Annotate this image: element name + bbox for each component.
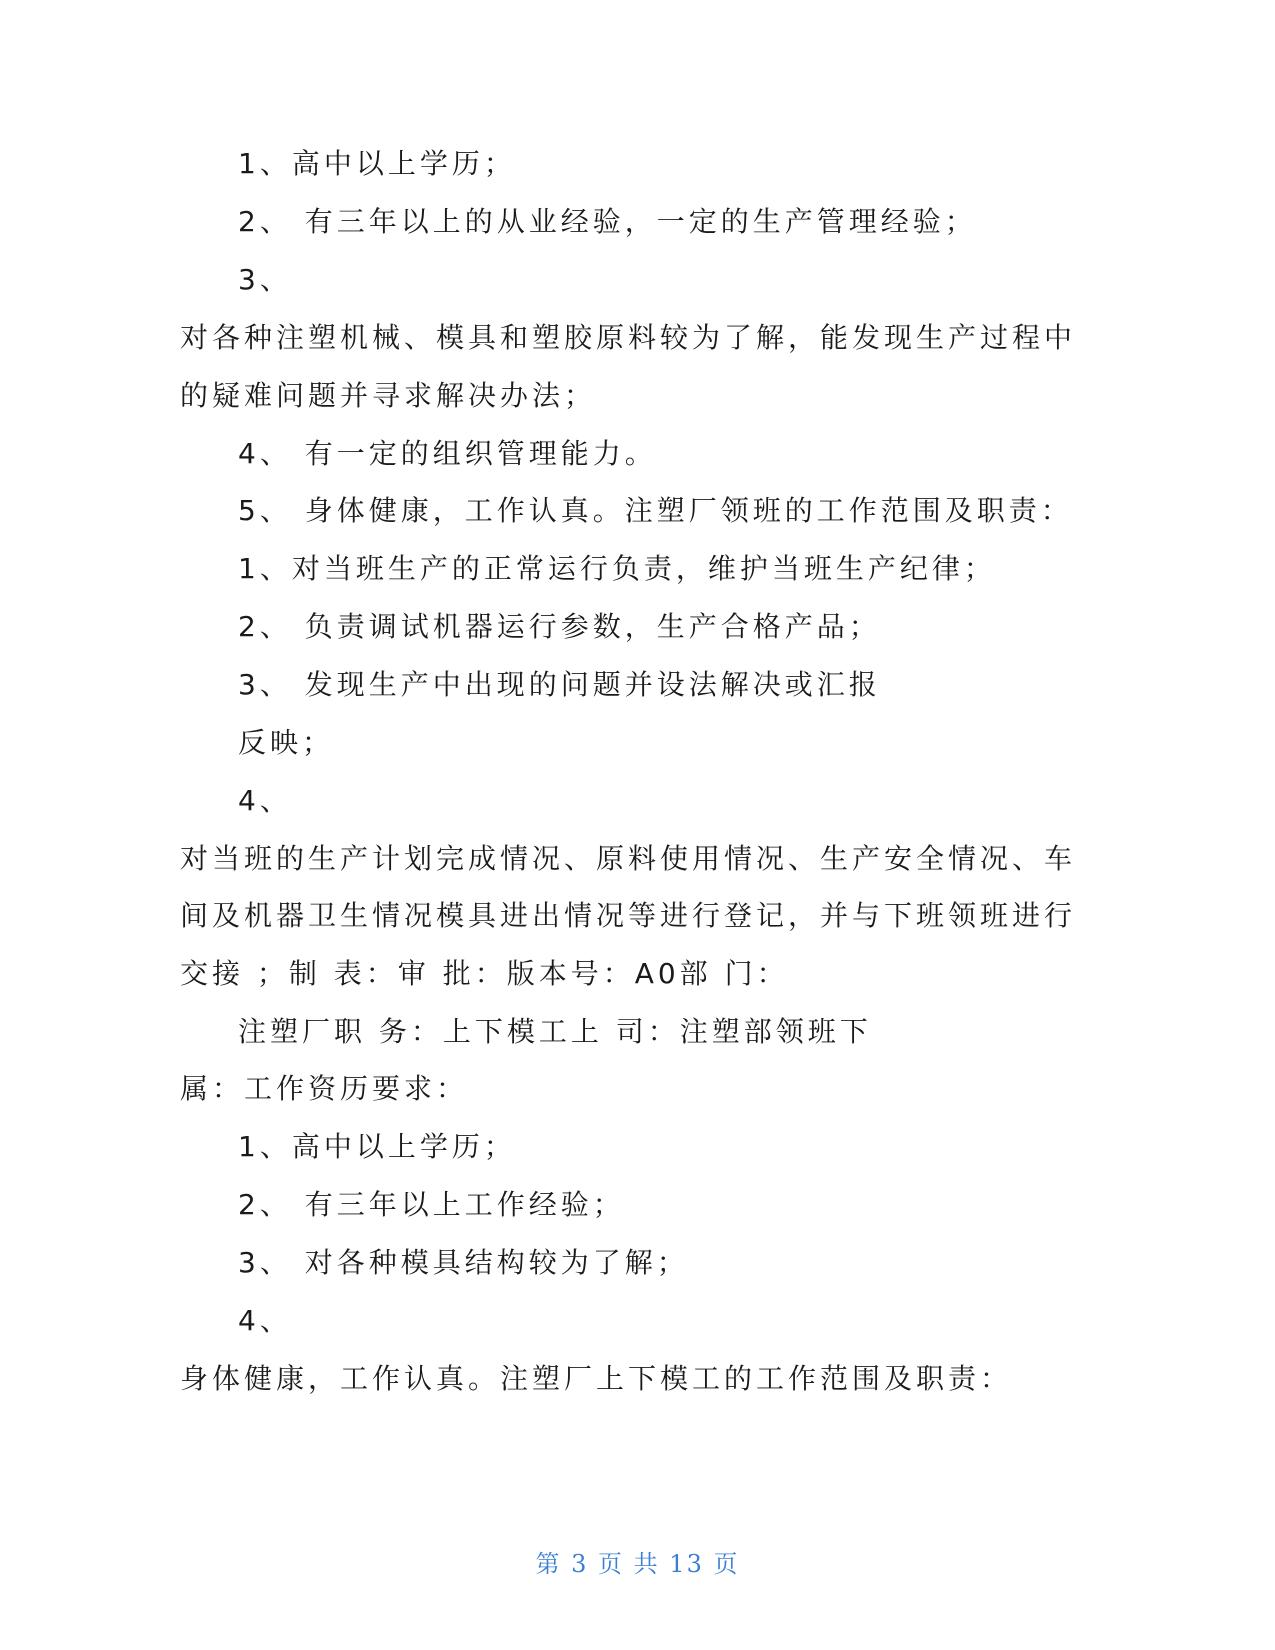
text-line: 交接 ；制 表：审 批：版本号：A0部 门：	[180, 957, 789, 990]
text-line: 3、 发现生产中出现的问题并设法解决或汇报	[238, 668, 881, 701]
text-line: 身体健康，工作认真。注塑厂上下模工的工作范围及职责：	[180, 1362, 1013, 1395]
text-line: 5、 身体健康，工作认真。注塑厂领班的工作范围及职责：	[238, 494, 1073, 527]
text-line: 2、 负责调试机器运行参数，生产合格产品；	[238, 610, 881, 643]
text-line: 1、高中以上学历；	[238, 147, 516, 180]
page-footer: 第 3 页 共 13 页	[535, 1550, 740, 1578]
text-line: 4、 有一定的组织管理能力。	[238, 437, 657, 470]
text-line: 4、	[238, 784, 292, 817]
text-line: 注塑厂职 务：上下模工上 司：注塑部领班下	[238, 1015, 872, 1048]
text-line: 属：工作资历要求：	[180, 1072, 469, 1105]
text-line: 3、	[238, 263, 292, 296]
text-line: 1、高中以上学历；	[238, 1130, 516, 1163]
text-line: 间及机器卫生情况模具进出情况等进行登记，并与下班领班进行	[180, 899, 1077, 932]
text-line: 2、 有三年以上的从业经验，一定的生产管理经验；	[238, 205, 977, 238]
text-line: 的疑难问题并寻求解决办法；	[180, 379, 597, 412]
text-line: 反映；	[238, 726, 335, 759]
text-line: 对当班的生产计划完成情况、原料使用情况、生产安全情况、车	[180, 842, 1077, 875]
text-line: 2、 有三年以上工作经验；	[238, 1188, 625, 1221]
text-line: 4、	[238, 1304, 292, 1337]
text-line: 对各种注塑机械、模具和塑胶原料较为了解，能发现生产过程中	[180, 321, 1077, 354]
text-line: 1、对当班生产的正常运行负责，维护当班生产纪律；	[238, 552, 996, 585]
text-line: 3、 对各种模具结构较为了解；	[238, 1246, 689, 1279]
